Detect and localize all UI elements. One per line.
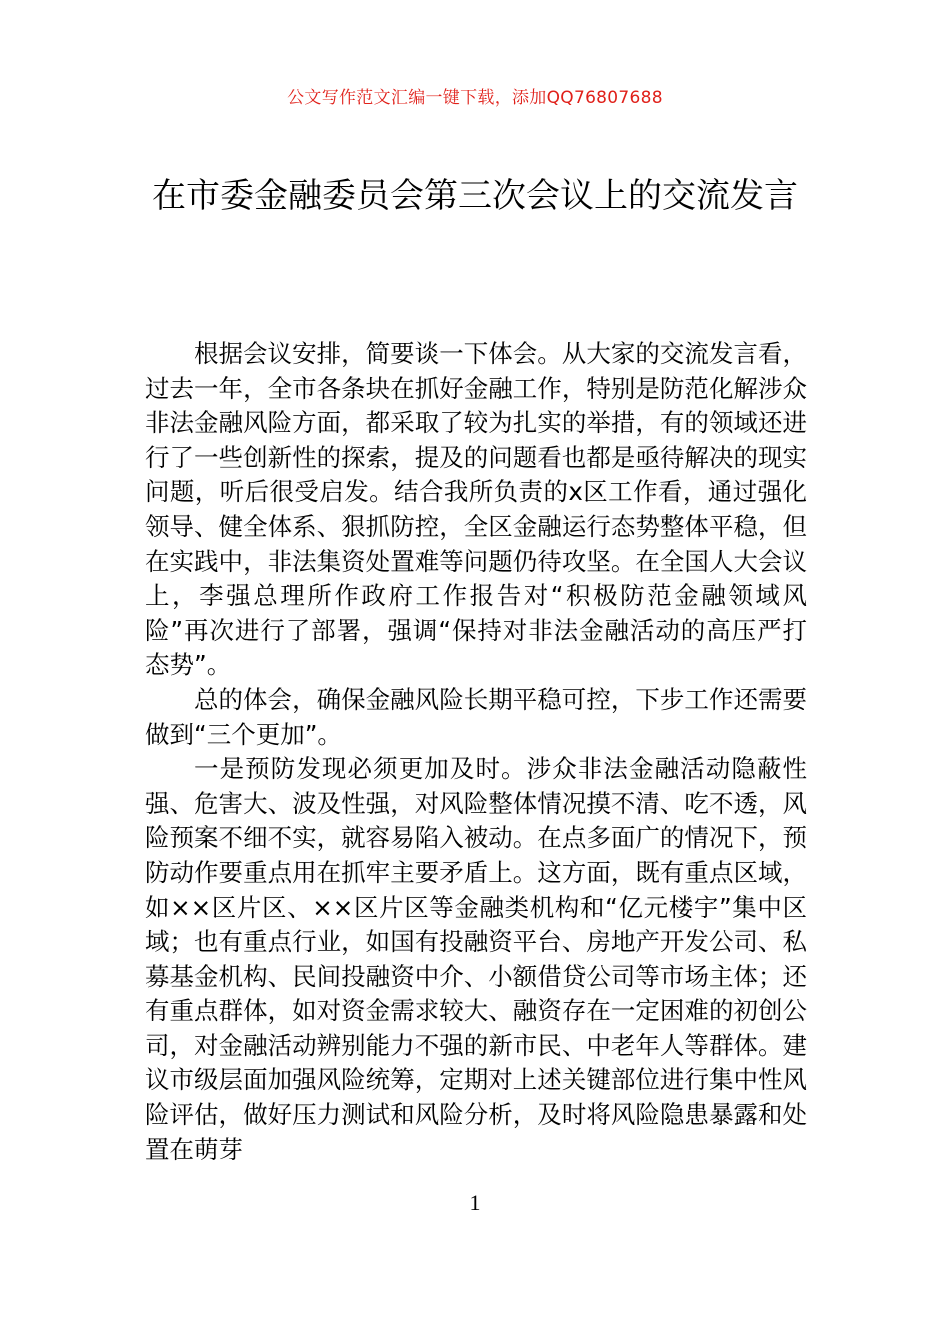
- document-body: [145, 337, 807, 1167]
- body-paragraph-intro: 根据会议安排，简要谈一下体会。从大家的交流发言看，过去一年，全市各条块在抓好金融工作，特别是防范化解涉众非法金融风险方面，都采取了较为扎实的举措，有的领域还进行了一些创新性的探索，提及的问题看也都是亟待解决的现实问题，听后很受启发。结合我所负责的x区工作看，通过强化领导、健全体系、狠抓防控，全区金融运行态势整体平稳，但在实践中，非法集资处置难等问题仍待攻坚。在全国人大会议上，李强总理所作政府工作报告对“积极防范金融领域风险”再次进行了部署，强调“保持对非法金融活动的高压严打态势”。: [145, 339, 807, 680]
- download-banner: 公文写作范文汇编一键下载，添加QQ76807688: [287, 88, 663, 108]
- page-number: 1: [469, 1190, 481, 1215]
- document-title: 在市委金融委员会第三次会议上的交流发言: [152, 176, 798, 216]
- body-paragraph-summary: 总的体会，确保金融风险长期平稳可控，下步工作还需要做到“三个更加”。: [145, 684, 807, 749]
- body-paragraph-point-one: 一是预防发现必须更加及时。涉众非法金融活动隐蔽性强、危害大、波及性强，对风险整体情况摸不清、吃不透，风险预案不细不实，就容易陷入被动。在点多面广的情况下，预防动作要重点用在抓牢主要矛盾上。这方面，既有重点区域，如××区片区、××区片区等金融类机构和“亿元楼宇”集中区域；也有重点行业，如国有投融资平台、房地产开发公司、私募基金机构、民间投融资中介、小额借贷公司等市场主体；还有重点群体，如对资金需求较大、融资存在一定困难的初创公司，对金融活动辨别能力不强的新市民、中老年人等群体。建议市级层面加强风险统筹，定期对上述关键部位进行集中性风险评估，做好压力测试和风险分析，及时将风险隐患暴露和处置在萌芽: [145, 754, 807, 1164]
